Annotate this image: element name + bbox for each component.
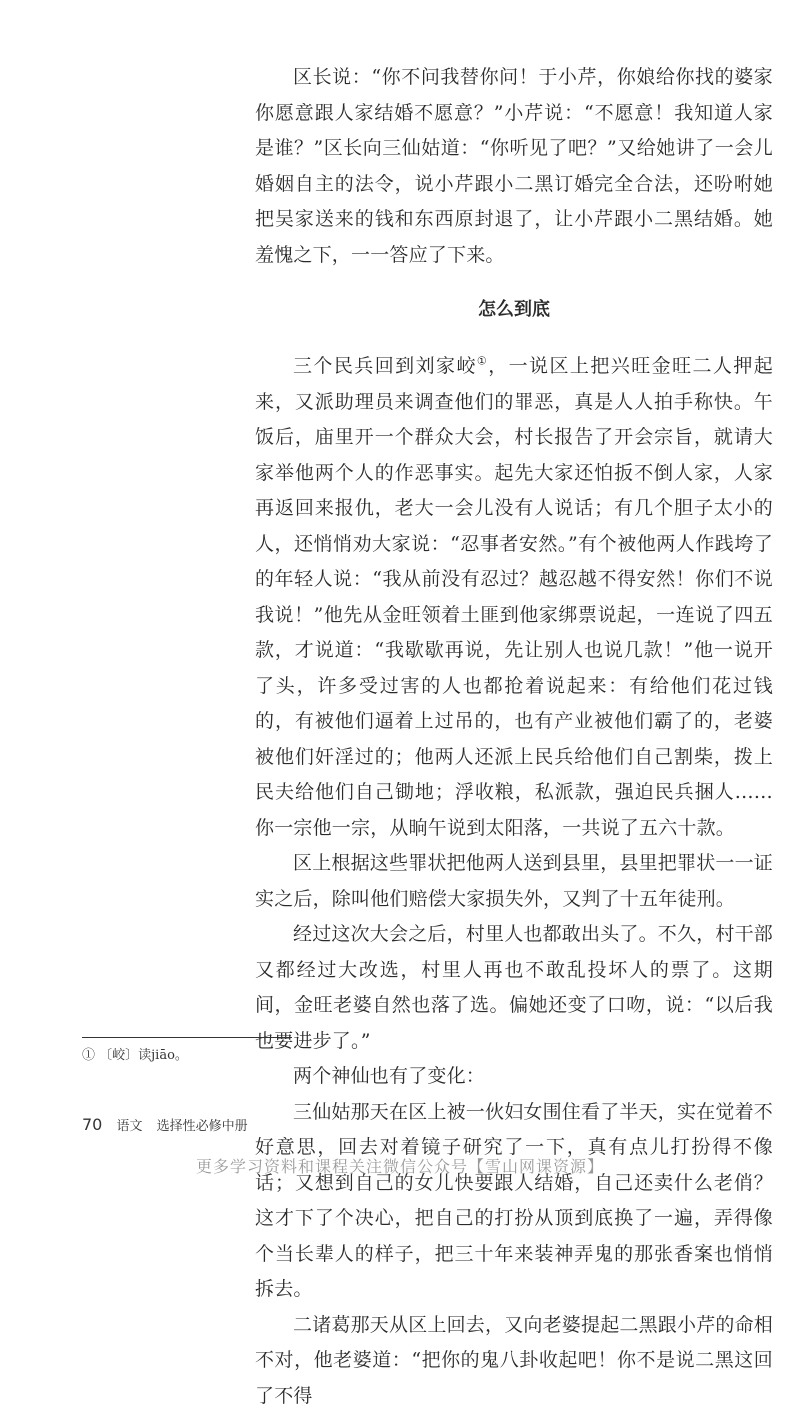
paragraph-erzhuge: 二诸葛那天从区上回去，又向老婆提起二黑跟小芹的命相不对，他老婆道：“把你的鬼八卦收起吧！你不是说二黑这回了不得: [255, 1308, 773, 1414]
footnote: ① 〔峧〕读jiāo。: [82, 1046, 188, 1066]
watermark-text: 更多学习资料和课程关注微信公众号【雪山网课资源】: [0, 1154, 800, 1177]
paragraph-sanxiangu: 三仙姑那天在区上被一伙妇女围住看了半天，实在觉着不好意思，回去对着镜子研究了一下，真有点儿打扮得不像话；又想到自己的女儿快要跟人结婚，自己还卖什么老俏？这才下了个决心，把自己的打扮从顶到底换了一遍，弄得像个当长辈人的样子，把三十年来装神弄鬼的那张香案也悄悄拆去。: [255, 1095, 773, 1308]
paragraph-election: 经过这次大会之后，村里人也都敢出头了。不久，村干部又都经过大改选，村里人再也不敢乱投坏人的票了。这期间，金旺老婆自然也落了选。偏她还变了口吻，说：“以后我也要进步了。”: [255, 917, 773, 1059]
section-title: 怎么到底: [255, 295, 773, 325]
paragraph-gods-change: 两个神仙也有了变化：: [255, 1059, 773, 1095]
footnote-marker[interactable]: ①: [477, 355, 488, 368]
footnote-divider: [82, 1037, 292, 1038]
book-volume: 选择性必修中册: [157, 1119, 248, 1134]
paragraph-text-start: 三个民兵回到刘家峧: [293, 355, 477, 377]
page-number: 70: [82, 1115, 102, 1134]
book-subject: 语文: [117, 1119, 143, 1134]
paragraph-sentence: 区上根据这些罪状把他两人送到县里，县里把罪状一一证实之后，除叫他们赔偿大家损失外，又判了十五年徒刑。: [255, 846, 773, 917]
paragraph-district-chief: 区长说：“你不问我替你问！于小芹，你娘给你找的婆家你愿意跟人家结婚不愿意？”小芹说：“不愿意！我知道人家是谁？”区长向三仙姑道：“你听见了吧？”又给她讲了一会儿婚姻自主的法令，说小芹跟小二黑订婚完全合法，还吩咐她把吴家送来的钱和东西原封退了，让小芹跟小二黑结婚。她羞愧之下，一一答应了下来。: [255, 60, 773, 273]
page-footer: [82, 1115, 248, 1134]
paragraph-militia-return: [255, 349, 773, 846]
paragraph-text-rest: ，一说区上把兴旺金旺二人押起来，又派助理员来调查他们的罪恶，真是人人拍手称快。午饭后，庙里开一个群众大会，村长报告了开会宗旨，就请大家举他两个人的作恶事实。起先大家还怕扳不倒人家，人家再返回来报仇，老大一会儿没有人说话；有几个胆子太小的人，还悄悄劝大家说：“忍事者安然。”有个被他两人作践垮了的年轻人说：“我从前没有忍过？越忍越不得安然！你们不说我说！”他先从金旺领着土匪到他家绑票说起，一连说了四五款，才说道：“我歇歇再说，先让别人也说几款！”他一说开了头，许多受过害的人也都抢着说起来：有给他们花过钱的，有被他们逼着上过吊的，也有产业被他们霸了的，老婆被他们奸淫过的；他两人还派上民兵给他们自己割柴，拨上民夫给他们自己锄地；浮收粮，私派款，强迫民兵捆人……你一宗他一宗，从晌午说到太阳落，一共说了五六十款。: [255, 355, 773, 839]
body-text: [255, 60, 773, 1414]
